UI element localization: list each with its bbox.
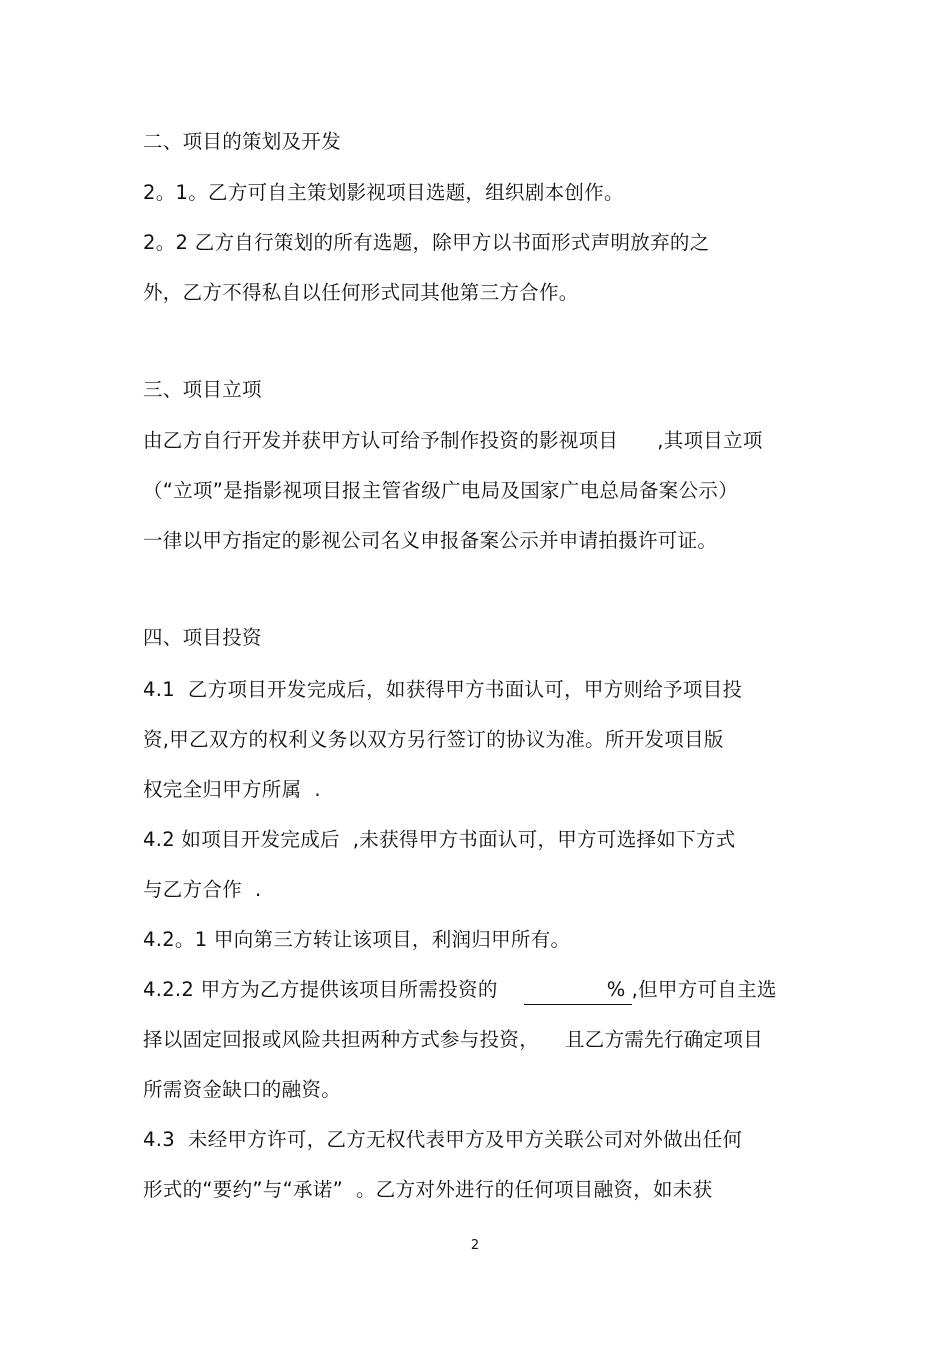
paragraph-line: 4.2。1 甲向第三方转让该项目，利润归甲所有。: [143, 928, 571, 951]
paragraph-line: 外，乙方不得私自以任何形式同其他第三方合作。: [143, 281, 579, 304]
paragraph-line: 2。1。乙方可自主策划影视项目选题，组织剧本创作。: [143, 181, 624, 204]
paragraph-line: 资,甲乙双方的权利义务以双方另行签订的协议为准。所开发项目版: [143, 728, 724, 751]
paragraph-line: 2。2 乙方自行策划的所有选题，除甲方以书面形式声明放弃的之: [143, 231, 710, 254]
page-number: 2: [470, 1238, 480, 1253]
paragraph-line: 4.3 未经甲方许可，乙方无权代表甲方及甲方关联公司对外做出任何: [143, 1128, 743, 1151]
paragraph-line: 4.2 如项目开发完成后 ,未获得甲方书面认可，甲方可选择如下方式: [143, 828, 736, 851]
paragraph-line: 择以固定回报或风险共担两种方式参与投资， 且乙方需先行确定项目: [143, 1028, 763, 1051]
paragraph-line: 权完全归甲方所属 .: [143, 778, 321, 801]
paragraph-line-with-blank: [143, 976, 777, 1005]
paragraph-line: 所需资金缺口的融资。: [143, 1078, 342, 1101]
line-suffix: ,但甲方可自主选: [631, 978, 777, 1001]
paragraph-line: 由乙方自行开发并获甲方认可给予制作投资的影视项目 ,其项目立项: [143, 429, 763, 452]
percentage-blank: %: [524, 976, 632, 1005]
section-heading: 四、项目投资: [143, 626, 262, 649]
section-heading: 三、项目立项: [143, 378, 262, 401]
paragraph-line: 一律以甲方指定的影视公司名义申报备案公示并申请拍摄许可证。: [143, 529, 718, 552]
paragraph-line: 与乙方合作 .: [143, 878, 262, 901]
section-heading: 二、项目的策划及开发: [143, 130, 342, 153]
line-prefix: 4.2.2 甲方为乙方提供该项目所需投资的: [143, 978, 524, 1001]
paragraph-line: （“立项”是指影视项目报主管省级广电局及国家广电总局备案公示）: [143, 479, 739, 502]
paragraph-line: 4.1 乙方项目开发完成后，如获得甲方书面认可，甲方则给予项目投: [143, 678, 743, 701]
paragraph-line: 形式的“要约”与“承诺” 。乙方对外进行的任何项目融资，如未获: [143, 1178, 713, 1201]
